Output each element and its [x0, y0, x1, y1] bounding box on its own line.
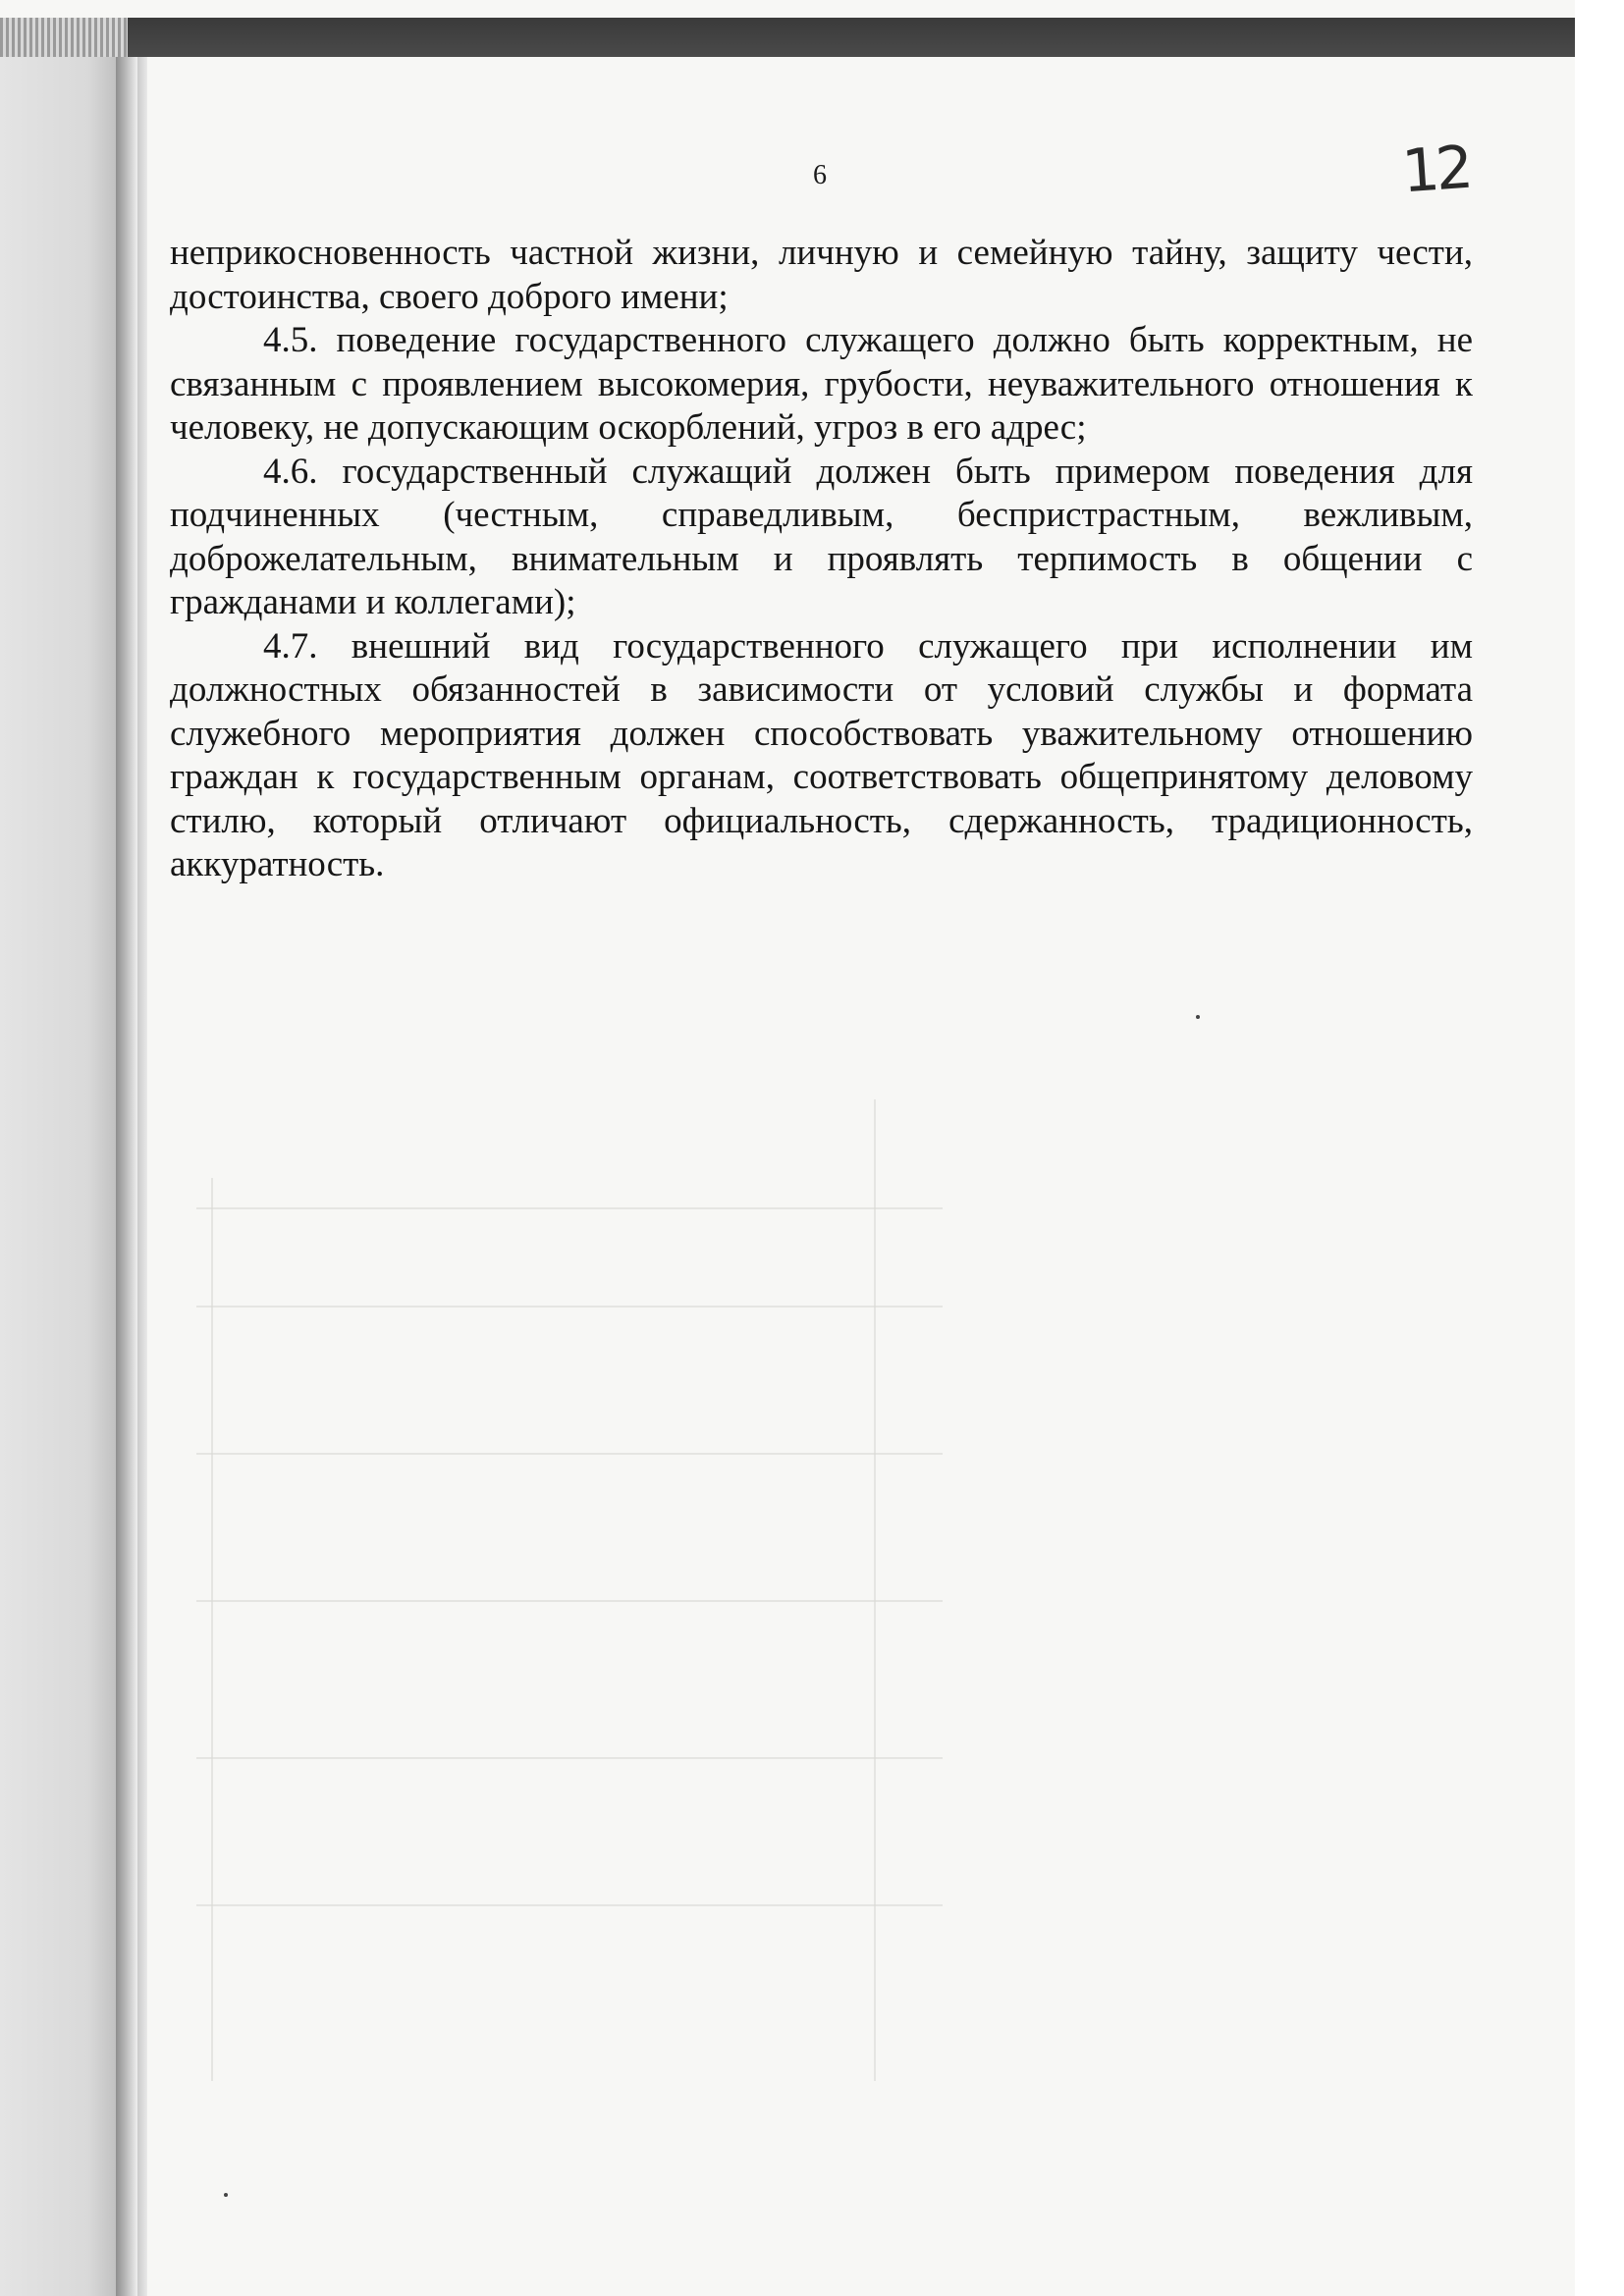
bleed-through-line — [196, 1904, 943, 1906]
handwritten-sheet-number: 12 — [1399, 133, 1472, 207]
bleed-through-line — [196, 1757, 943, 1759]
scan-top-bar — [0, 18, 1575, 57]
paragraph-continuation: неприкосновенность частной жизни, личную и семейную тайну, защиту чести, достоинства, своего доброго имени; — [170, 233, 1473, 317]
bleed-through-line — [196, 1600, 943, 1602]
paragraph-4-5: 4.5. поведение государственного служащего должно быть корректным, не связанным с проявлением высокомерия, грубости, неуважительного отношения к человеку, не допускающим оскорблений, угроз в его адрес; — [170, 320, 1473, 448]
scan-right-margin — [1575, 0, 1624, 2296]
scan-speck — [1196, 1015, 1200, 1019]
paragraph-4-7: 4.7. внешний вид государственного служащего при исполнении им должностных обязанностей в зависимости от условий службы и формата служебного мероприятия должен способствовать уважительному отношению граждан к государственным органам, соответствовать общепринятому деловому стилю, который отличают официальность, сдержанность, традиционность, аккуратность. — [170, 625, 1473, 884]
document-body — [170, 232, 1473, 887]
bleed-through-line — [211, 1178, 213, 2081]
page-number: 6 — [813, 160, 827, 190]
binding-edge — [116, 39, 137, 2296]
bleed-through-line — [874, 1099, 876, 2081]
bleed-through-line — [196, 1207, 943, 1209]
scan-top-bar-left — [0, 18, 128, 57]
bleed-through-line — [196, 1453, 943, 1455]
paragraph-4-6: 4.6. государственный служащий должен быть примером поведения для подчиненных (честным, справедливым, беспристрастным, вежливым, доброжелательным, внимательным и проявлять терпимость в общении с гражданами и коллегами); — [170, 451, 1473, 622]
scan-speck — [224, 2193, 228, 2197]
bleed-through-line — [196, 1306, 943, 1308]
